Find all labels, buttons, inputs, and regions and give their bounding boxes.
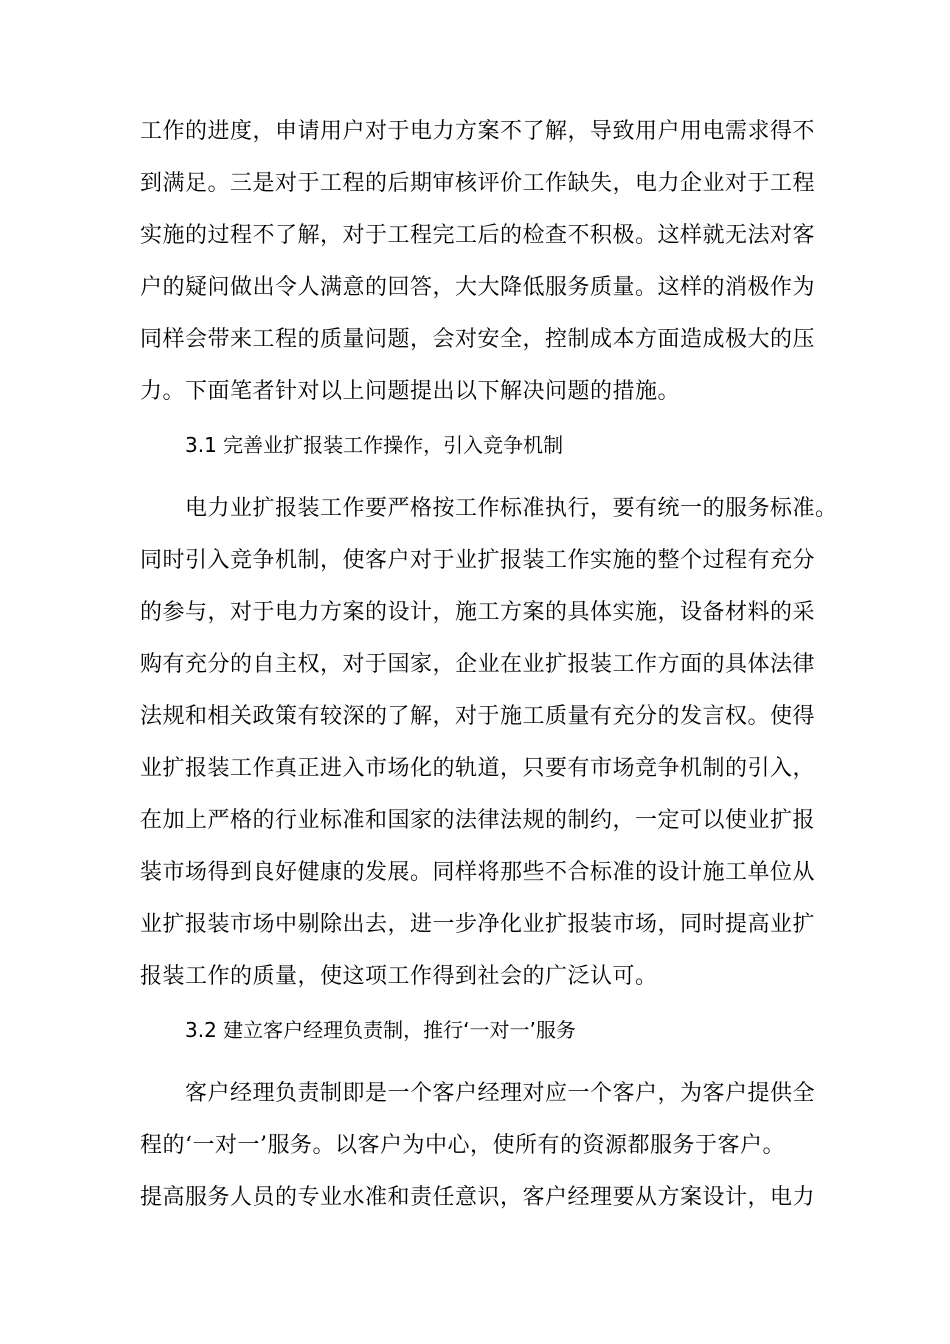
paragraph-2-line-7: 在加上严格的行业标准和国家的法律法规的制约，一定可以使业扩报 bbox=[140, 808, 816, 833]
paragraph-3-line-1: 客户经理负责制即是一个客户经理对应一个客户，为客户提供全 bbox=[185, 1081, 816, 1106]
paragraph-2-line-6: 业扩报装工作真正进入市场化的轨道，只要有市场竞争机制的引入， bbox=[140, 756, 816, 781]
paragraph-2-line-2: 同时引入竞争机制，使客户对于业扩报装工作实施的整个过程有充分 bbox=[140, 548, 816, 573]
paragraph-2-line-5: 法规和相关政策有较深的了解，对于施工质量有充分的发言权。使得 bbox=[140, 704, 816, 729]
paragraph-3-line-3: 提高服务人员的专业水准和责任意识，客户经理要从方案设计，电力 bbox=[140, 1185, 816, 1210]
paragraph-2-line-3: 的参与，对于电力方案的设计，施工方案的具体实施，设备材料的采 bbox=[140, 600, 816, 625]
section-heading-3-2: 3.2 建立客户经理负责制，推行‘一对一’服务 bbox=[185, 1018, 576, 1042]
paragraph-2-line-9: 业扩报装市场中剔除出去，进一步净化业扩报装市场，同时提高业扩 bbox=[140, 912, 816, 937]
paragraph-2-line-1: 电力业扩报装工作要严格按工作标准执行，要有统一的服务标准。 bbox=[185, 496, 838, 521]
paragraph-1-line-5: 同样会带来工程的质量问题，会对安全，控制成本方面造成极大的压 bbox=[140, 327, 816, 352]
paragraph-2-line-4: 购有充分的自主权，对于国家，企业在业扩报装工作方面的具体法律 bbox=[140, 652, 816, 677]
paragraph-2-line-10: 报装工作的质量，使这项工作得到社会的广泛认可。 bbox=[140, 964, 658, 989]
paragraph-1-line-1: 工作的进度，申请用户对于电力方案不了解，导致用户用电需求得不 bbox=[140, 119, 816, 144]
paragraph-1-line-2: 到满足。三是对于工程的后期审核评价工作缺失，电力企业对于工程 bbox=[140, 171, 816, 196]
paragraph-3-line-2: 程的‘一对一’服务。以客户为中心，使所有的资源都服务于客户。 bbox=[140, 1133, 785, 1158]
paragraph-1-line-4: 户的疑问做出令人满意的回答，大大降低服务质量。这样的消极作为 bbox=[140, 275, 816, 300]
paragraph-2-line-8: 装市场得到良好健康的发展。同样将那些不合标准的设计施工单位从 bbox=[140, 860, 816, 885]
section-heading-3-1: 3.1 完善业扩报装工作操作，引入竞争机制 bbox=[185, 433, 564, 457]
paragraph-1-line-3: 实施的过程不了解，对于工程完工后的检查不积极。这样就无法对客 bbox=[140, 223, 816, 248]
paragraph-1-line-6: 力。下面笔者针对以上问题提出以下解决问题的措施。 bbox=[140, 379, 681, 404]
